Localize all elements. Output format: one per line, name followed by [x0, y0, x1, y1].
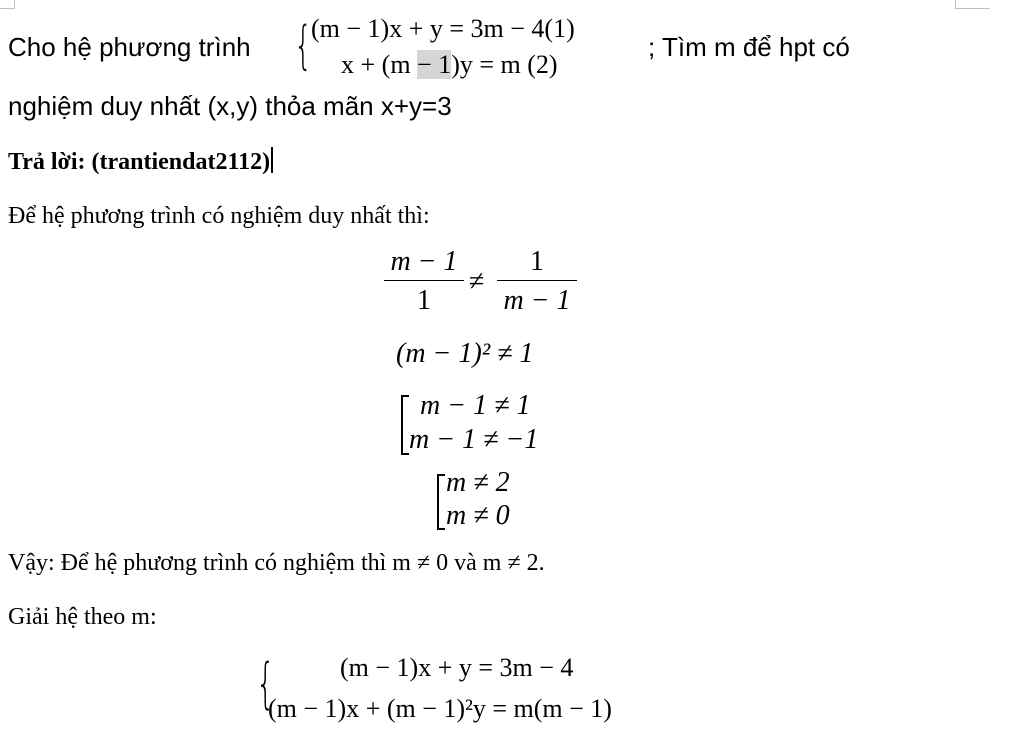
left-bracket-icon — [401, 395, 409, 455]
left-bracket-icon-2 — [437, 474, 445, 530]
problem-tail: ; Tìm m để hpt có — [648, 32, 850, 62]
problem-intro: Cho hệ phương trình — [8, 32, 251, 62]
solve-intro: Giải hệ theo m: — [8, 604, 157, 630]
not-equal-sign: ≠ — [469, 266, 485, 297]
case1-line-b: m − 1 ≠ −1 — [409, 424, 539, 455]
answer-label[interactable] — [8, 147, 273, 177]
fraction-left-bar — [384, 280, 464, 281]
conclusion: Vậy: Để hệ phương trình có nghiệm thì m ≠ 0 và m ≠ 2. — [8, 550, 545, 576]
left-brace-icon: { — [294, 16, 313, 76]
fraction-left — [384, 246, 464, 317]
fraction-right-denominator: m − 1 — [503, 285, 571, 316]
fraction-left-denominator: 1 — [417, 285, 431, 316]
fraction-right-bar — [497, 280, 577, 281]
text-cursor — [271, 147, 273, 173]
problem-equation-2 — [341, 50, 558, 80]
page-corner-mark-right — [955, 0, 990, 9]
equation-2-part-a: x + (m — [341, 50, 418, 79]
case2-line-b: m ≠ 0 — [446, 500, 510, 531]
step-squared: (m − 1)² ≠ 1 — [396, 338, 534, 369]
page-corner-mark-left — [0, 0, 15, 9]
fraction-right-numerator: 1 — [530, 246, 544, 277]
problem-equation-1: (m − 1)x + y = 3m − 4(1) — [311, 14, 575, 43]
answer-label-text: Trả lời: (trantiendat2112) — [8, 149, 271, 175]
fraction-right — [497, 246, 577, 317]
system-brace-icon: { — [256, 652, 275, 715]
system-equation-2: (m − 1)x + (m − 1)²y = m(m − 1) — [268, 694, 612, 723]
equation-2-part-b: )y = m (2) — [451, 50, 558, 79]
case1-line-a: m − 1 ≠ 1 — [420, 390, 531, 421]
selection-highlight: − 1 — [417, 50, 452, 79]
system-equation-1: (m − 1)x + y = 3m − 4 — [340, 653, 574, 682]
problem-line-2: nghiệm duy nhất (x,y) thỏa mãn x+y=3 — [8, 91, 452, 121]
fraction-left-numerator: m − 1 — [390, 246, 458, 277]
condition-intro: Để hệ phương trình có nghiệm duy nhất thì: — [8, 203, 430, 229]
case2-line-a: m ≠ 2 — [446, 467, 510, 498]
